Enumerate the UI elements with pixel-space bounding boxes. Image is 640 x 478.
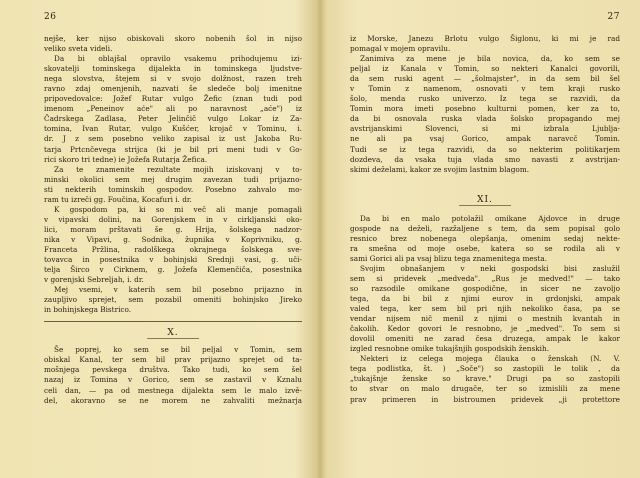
text-line: nika v Vipavi, g. Sodnika, župnika v Koprivniku, g. (44, 234, 302, 244)
text-line: tarja Prtcnčevega strijca (ki je bil pri meni tudi v Go- (44, 144, 302, 154)
text-line: ne ali pa vsaj Gorico, ampak naravcč Tomin. (350, 134, 620, 144)
page-number: 26 (44, 12, 57, 22)
text-line: Mej vsemi, v katerih sem bil posebno prijazno in (54, 285, 302, 295)
text-line: gospode na deželi, razžaljene s tem, da sem popisal golo (350, 223, 620, 233)
text-line: Zanimiva za mene je bila novica, da, ko sem se (360, 54, 620, 64)
text-line: Da bi oblajšal opravilo vsakemu prihodujemu izi- (54, 54, 302, 64)
text-line: to stvar on malo drugače, ter so izmislili za mene (350, 384, 620, 394)
right-page (330, 0, 640, 478)
text-line: in bohinjskega Bistrico. (44, 305, 132, 315)
text-line: nejše, ker nijso obiskovali skoro nobenih šol in nijso (44, 34, 302, 43)
text-line: ram tu izreči gg. Foučina, Kocafuri i. dr. (44, 194, 192, 204)
text-line: so razsodile omikane gospodične, in sicer ne zavoljo (350, 283, 620, 293)
text-line: pripovedovalce: Jožef Rutar vulgo Žefic (znan tudi pod (44, 94, 302, 104)
text-line: imenom „Peneinov aće" ali po naravnost „aće") iz (44, 104, 302, 114)
text-line: šolo, menda rusko univerzo. Iz tega se razvidi, da (350, 94, 620, 104)
text-line: skovatelji tominskega dijalekta in tominskega ljudstve- (44, 64, 302, 74)
text-line: v gorenjski Sebreljah, i. dr. (44, 275, 144, 285)
text-line: celi dan, — pa od mestnega dijalekta sem le malo izvě- (44, 385, 302, 395)
text-line: v Tomin z namenom, osnovati v tem kraji rusko (350, 84, 620, 94)
text-line: dozdeva, da vsaka tuja vlada smo navasti z avstrijan- (350, 154, 620, 164)
paragraph (350, 54, 620, 175)
text-line: ravno zdaj omenjenih, nazvati še sledeče bolj imenitne (44, 84, 302, 94)
text-line: dovolil omeniti ne zarad česa druzega, ampak le kakor (350, 334, 620, 344)
text-line: sami Gorici ali pa vsaj blizu tega znamenitega mesta. (350, 253, 548, 263)
text-line: pomagal v mojem opravilu. (350, 44, 451, 54)
paragraph (44, 34, 302, 54)
page-number: 27 (607, 12, 620, 22)
text-line: Svojim obnašanjem v neki gospodski bisi zaslužil (360, 263, 620, 273)
text-line: dr. J z sem posebno veliko zapisal iz ust Jakoba Ru- (44, 134, 302, 144)
text-line: valed tega, ker sem bil pri njih nekoliko časa, pa se (350, 304, 620, 314)
text-line: nega slovstva, štejem si v svojo dolžnost, razen treh (44, 74, 302, 84)
paragraph (44, 285, 302, 315)
text-line: obiskal Kanal, ter sem bil prav prijazno sprejet od ta- (44, 355, 302, 365)
paragraph (44, 165, 302, 205)
text-line: Tudi se iz tega razvidi, da so nekterim politikarjem (350, 144, 620, 154)
left-page (0, 0, 312, 478)
text-line: rici skoro tri tedne) ie Jožefa Rutarja Žefica. (44, 154, 208, 164)
text-line: Nekteri iz celega mojega člauka o ženskah (N. V. (360, 354, 620, 364)
text-line: avstrijanskimi Slovenci, si mi izbrala Ljublja- (350, 124, 620, 134)
text-line: sem si pridevek „medveda". „Rus je medved!" — tako (350, 273, 620, 283)
text-line: tega podlistka, št. ) „Soče") so zastopili le tolik , da (350, 364, 620, 374)
text-line: tega, da bi bil z njimi eurov in grdonjski, ampak (350, 294, 620, 304)
text-line: Franceta Pržlina, radolškega okrajnega šolskega sve- (44, 244, 302, 254)
text-line: del, akoravno se ne morem ne zahvaliti mežnarja (44, 395, 302, 405)
text-line: Da bi en malo potolažil omikane Ajdovce in druge (360, 213, 620, 223)
text-line: veliko sveta videli. (44, 44, 113, 54)
text-line: zaupljivo sprejet, sem pozabil omeniti bohinjsko Jireko (44, 295, 302, 305)
text-line: telja Širco v Cirknem, g. Jožefa Klemenčiča, posestnika (44, 265, 302, 275)
paragraph (350, 264, 620, 354)
text-line: tomina, Ivan Rutar, vulgo Kušćer, krojač v Tominu, i. (44, 124, 302, 134)
text-line: nazaj iz Tomina v Gorico, sem se zastavil v Kznalu (44, 375, 302, 385)
text-line: Za te znamenite rezultate mojih iziskovanj v to- (54, 164, 302, 174)
text-line: v vipavski dolini, na Gorenjskem in v cirkljanski oko- (44, 214, 302, 224)
text-line: lici, moram prštavati še g. Hrija, šolskega nadzor- (44, 224, 302, 234)
paragraph (350, 354, 620, 404)
paragraph (44, 345, 302, 405)
text-line: peljal iz Kanala v Tomin, so nekteri Kanalci govorili, (350, 64, 620, 74)
paragraph (350, 214, 620, 264)
text-line: Tomin mora imeti posebno kulturni pomen, ker za to, (350, 104, 620, 114)
text-line: Še poprej, ko sem se bil peljal v Tomin, sem (54, 345, 302, 355)
text-line: ra smešna od moje osebe, katera so se rodila ali v (350, 243, 620, 253)
text-line: Čadrskega Zadlasa, Peter Jelinčič vulgo Lokar iz Za- (44, 114, 302, 124)
text-line: skimi deželami, kakor ze svojim lastnim blagom. (350, 164, 530, 174)
section-heading: X. (167, 328, 179, 339)
text-line: sti nekterih tominskih gospodov. Posebno zahvalo mo- (44, 184, 302, 194)
text-line: „tukajšnje ženske so krave." Drugi pa so zastopili (350, 374, 620, 384)
text-line: da sem ruski agent — „šolmajster", in da sem bil šel (350, 74, 620, 84)
text-line: iz Morske, Janezu Brlotu vulgo Šiglonu, ki mi je rad (350, 34, 620, 43)
paragraph (44, 205, 302, 285)
text-line: tovavca in posestnika v bohinjski Srednji vasi, g. uči- (44, 255, 302, 265)
text-line: čakolih. Kedor govori le resnobno, je „medved". To sem si (350, 324, 620, 334)
text-line: da bi osnovala ruska vlada šolsko propagando mej (350, 114, 620, 124)
paragraph (350, 34, 620, 54)
text-line: minski okolici sem mej drugim zavezan tudi prijazno- (44, 174, 302, 184)
section-heading: XI. (477, 194, 493, 205)
text-line: mošnjega pevskega društva. Tako tudi, ko sem šel (44, 365, 302, 375)
text-line: resnico brez nobenega olepšanja, omenim sedaj nekte- (350, 233, 620, 243)
text-line: vendar nijsem nič menil z njimi o mestnih kvantah in (350, 314, 620, 324)
text-line: prav primeren in bistroumen pridevek „ji protettore (350, 394, 620, 404)
text-line: K gospodom pa, ki so mi več ali manje pomagali (54, 204, 302, 214)
text-line: izgled resnobne omike tukajšnjih gospodskih ženskih. (350, 344, 550, 354)
paragraph (44, 54, 302, 165)
